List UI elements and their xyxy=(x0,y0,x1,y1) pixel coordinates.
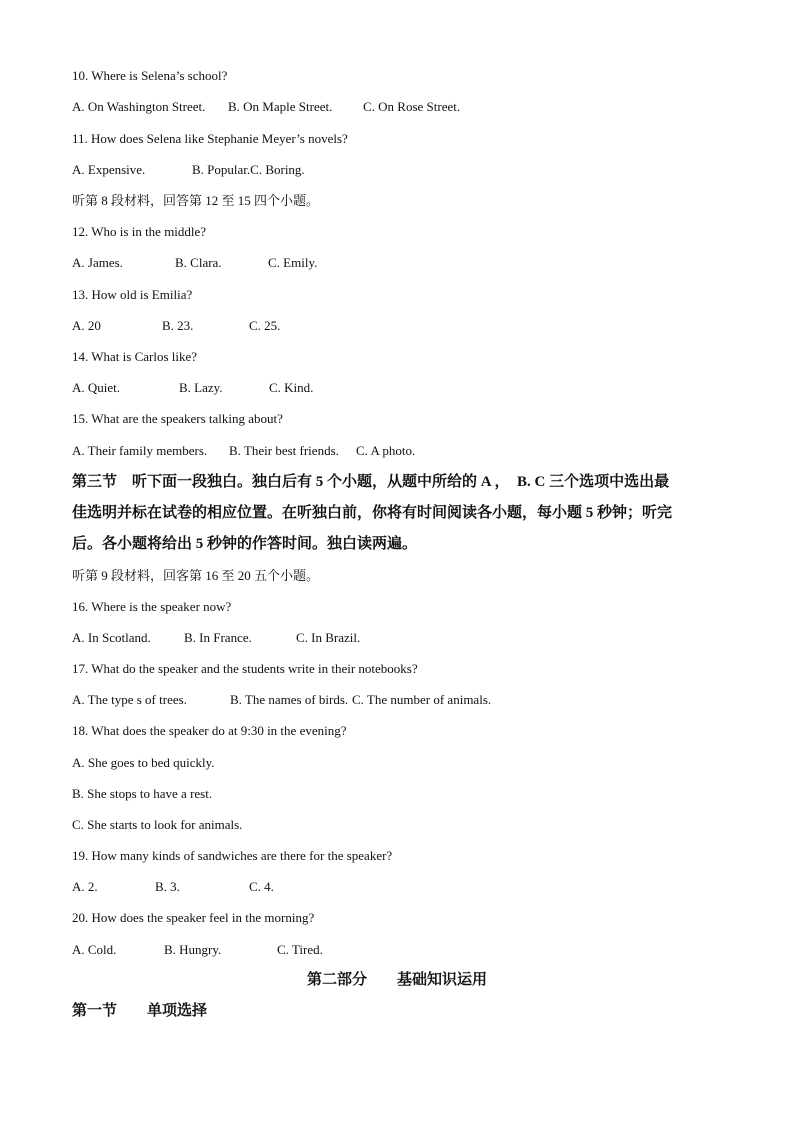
question-13-options xyxy=(72,318,722,334)
option-c: C. 4. xyxy=(249,879,274,894)
question-19-stem: 19. How many kinds of sandwiches are there for the speaker? xyxy=(72,848,393,863)
option-a: A. 20 xyxy=(72,318,101,333)
question-18-stem: 18. What does the speaker do at 9:30 in the evening? xyxy=(72,723,347,738)
section-3-heading-line-1: 第三节 听下面一段独白。独白后有 5 个小题，从题中所给的 A ， B. C 三个选项中选出最 xyxy=(72,474,670,490)
question-11-options xyxy=(72,162,722,178)
option-a: A. In Scotland. xyxy=(72,630,151,645)
section-8-instruction: 听第 8 段材料，回答第 12 至 15 四个小题。 xyxy=(72,193,320,208)
question-20-options xyxy=(72,942,722,958)
question-12-stem: 12. Who is in the middle? xyxy=(72,224,207,239)
question-11-stem: 11. How does Selena like Stephanie Meyer’s novels? xyxy=(72,131,348,146)
option-c: C. A photo. xyxy=(356,443,416,458)
option-b: B. Hungry. xyxy=(164,942,222,957)
option-c: C. On Rose Street. xyxy=(363,99,461,114)
option-c: C. Kind. xyxy=(269,380,314,395)
option-b: B. Popular.C. Boring. xyxy=(192,162,305,177)
question-15-stem: 15. What are the speakers talking about? xyxy=(72,411,283,426)
option-b: B. On Maple Street. xyxy=(228,99,333,114)
question-20-stem: 20. How does the speaker feel in the morning? xyxy=(72,910,315,925)
option-c: C. In Brazil. xyxy=(296,630,361,645)
question-14-options xyxy=(72,380,722,396)
section-3-heading-line-3: 后。各小题将给出 5 秒钟的作答时间。独白读两遍。 xyxy=(72,536,418,552)
option-b: B. 23. xyxy=(162,318,194,333)
option-c: C. Tired. xyxy=(277,942,323,957)
option-a: A. On Washington Street. xyxy=(72,99,206,114)
question-19-options xyxy=(72,879,722,895)
option-c: C. Emily. xyxy=(268,255,318,270)
option-a: A. 2. xyxy=(72,879,98,894)
question-16-options xyxy=(72,630,722,646)
option-a: A. James. xyxy=(72,255,123,270)
question-18-option-a: A. She goes to bed quickly. xyxy=(72,755,215,770)
question-18-option-c: C. She starts to look for animals. xyxy=(72,817,243,832)
question-12-options xyxy=(72,255,722,271)
option-c: C. The number of animals. xyxy=(352,692,492,707)
question-18-option-b: B. She stops to have a rest. xyxy=(72,786,213,801)
option-b: B. 3. xyxy=(155,879,180,894)
option-a: A. Cold. xyxy=(72,942,117,957)
question-17-options xyxy=(72,692,722,708)
part-2-section-1-heading: 第一节 单项选择 xyxy=(72,1003,208,1019)
option-b: B. The names of birds. xyxy=(230,692,349,707)
question-15-options xyxy=(72,443,722,459)
option-a: A. The type s of trees. xyxy=(72,692,187,707)
section-9-instruction: 听第 9 段材料，回客第 16 至 20 五个小题。 xyxy=(72,568,320,583)
option-b: B. Clara. xyxy=(175,255,222,270)
option-b: B. Lazy. xyxy=(179,380,223,395)
option-a: A. Their family members. xyxy=(72,443,208,458)
option-b: B. Their best friends. xyxy=(229,443,339,458)
section-3-heading-line-2: 佳选明并标在试卷的相应位置。在听独白前，你将有时间阅读各小题，每小题 5 秒钟；听完 xyxy=(72,505,673,521)
question-14-stem: 14. What is Carlos like? xyxy=(72,349,198,364)
option-b: B. In France. xyxy=(184,630,252,645)
option-a: A. Expensive. xyxy=(72,162,146,177)
question-10-options xyxy=(72,99,722,115)
part-2-title: 第二部分 基础知识运用 xyxy=(306,972,487,988)
question-17-stem: 17. What do the speaker and the students write in their notebooks? xyxy=(72,661,418,676)
option-c: C. 25. xyxy=(249,318,281,333)
option-a: A. Quiet. xyxy=(72,380,121,395)
question-10-stem: 10. Where is Selena’s school? xyxy=(72,68,228,83)
question-16-stem: 16. Where is the speaker now? xyxy=(72,599,232,614)
question-13-stem: 13. How old is Emilia? xyxy=(72,287,193,302)
